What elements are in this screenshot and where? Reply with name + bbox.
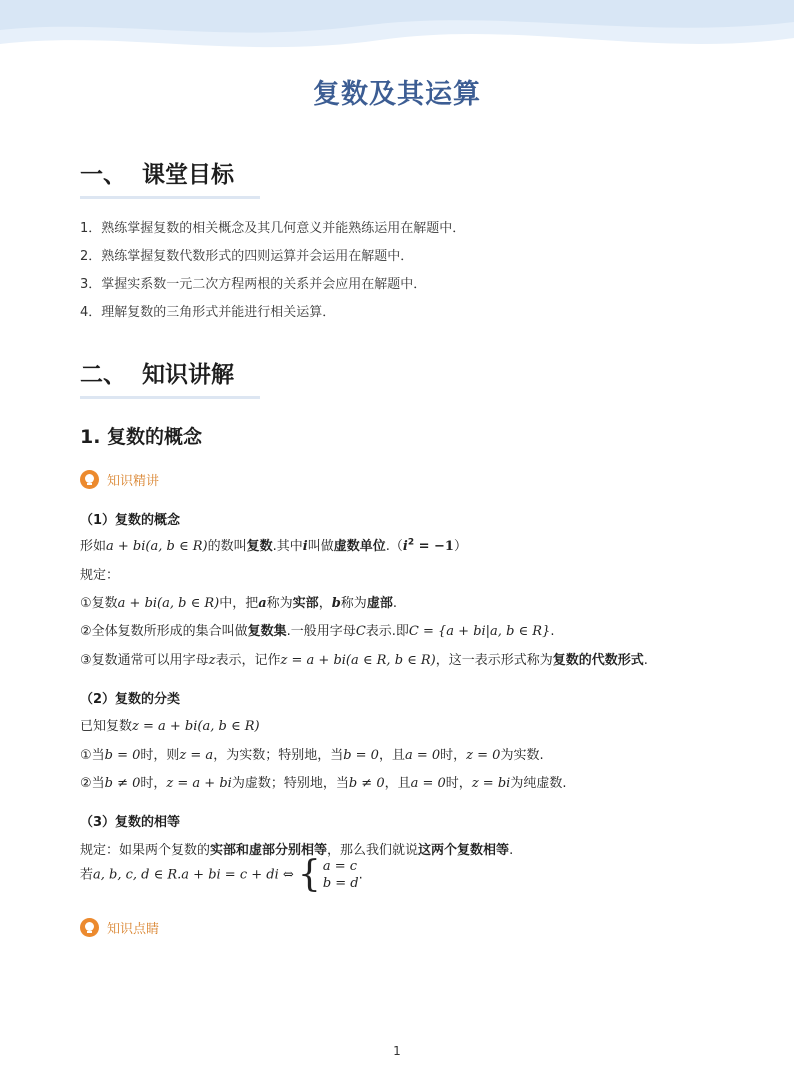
topic-heading: 1. 复数的概念 bbox=[80, 426, 203, 448]
tip-label-insight: 知识点睛 bbox=[80, 918, 159, 937]
section-underline bbox=[80, 396, 260, 399]
section-heading-knowledge: 二、 知识讲解 bbox=[80, 362, 234, 388]
page-number: 1 bbox=[393, 1044, 401, 1058]
classification-line: ②当b ≠ 0时，z = a + bi为虚数；特别地，当b ≠ 0，且a = 0时，z = bi为纯虚数. bbox=[80, 776, 567, 791]
goal-item: 3．掌握实系数一元二次方程两根的关系并会应用在解题中． bbox=[80, 277, 427, 292]
equality-rule-line: 规定：如果两个复数的实部和虚部分别相等，那么我们就说这两个复数相等. bbox=[80, 843, 514, 858]
page-title: 复数及其运算 bbox=[313, 79, 481, 110]
goal-item: 2．熟练掌握复数代数形式的四则运算并会运用在解题中． bbox=[80, 249, 414, 264]
rule-line: ③复数通常可以用字母z表示，记作z = a + bi(a ∈ R, b ∈ R)，这一表示形式称为复数的代数形式. bbox=[80, 653, 648, 668]
rule-line: ①复数a + bi(a, b ∈ R)中，把a称为实部，b称为虚部. bbox=[80, 596, 397, 611]
rule-label: 规定： bbox=[80, 568, 120, 583]
rule-line: ②全体复数所形成的集合叫做复数集.一般用字母C表示.即C = {a + bi|a, b ∈ R}. bbox=[80, 624, 555, 639]
header-wave-decoration bbox=[0, 0, 794, 60]
definition-line: 形如a + bi(a, b ∈ R)的数叫复数.其中i叫做虚数单位$.(i^2 = -1)$ bbox=[80, 537, 467, 554]
section-underline bbox=[80, 196, 260, 199]
subheading-equality: （3）复数的相等 bbox=[80, 815, 181, 830]
lightbulb-icon bbox=[80, 918, 99, 937]
subheading-concept: （1）复数的概念 bbox=[80, 513, 181, 528]
case-brace: { a = c b = d bbox=[297, 854, 359, 895]
lightbulb-icon bbox=[80, 470, 99, 489]
goal-item: 1．熟练掌握复数的相关概念及其几何意义并能熟练运用在解题中． bbox=[80, 221, 466, 236]
classification-line: ①当b = 0时，则z = a，为实数；特别地，当b = 0，且a = 0时，z = 0为实数. bbox=[80, 748, 544, 763]
classification-line: 已知复数z = a + bi(a, b ∈ R) bbox=[80, 719, 260, 734]
equality-condition-line: 若a, b, c, d ∈ R.a + bi = c + di ⇔ { a = c b = d . bbox=[80, 854, 363, 895]
subheading-classification: （2）复数的分类 bbox=[80, 692, 181, 707]
goal-item: 4．理解复数的三角形式并能进行相关运算． bbox=[80, 305, 336, 320]
section-heading-goals: 一、 课堂目标 bbox=[80, 162, 234, 188]
tip-label-explain: 知识精讲 bbox=[80, 470, 159, 489]
